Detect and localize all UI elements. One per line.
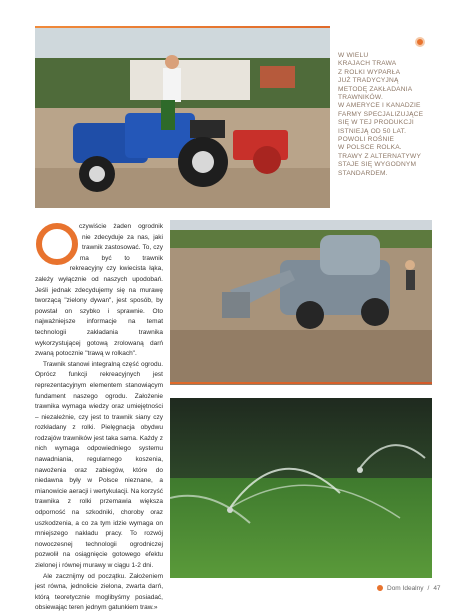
page-footer bbox=[377, 583, 447, 593]
caption-line: W POLSCE ROLKA. bbox=[338, 144, 402, 152]
paragraph-3: Ale zacznijmy od początku. Założeniem jest równa, jednolicie zielona, zwarta darń, którą teoretycznie moglibyśmy posiadać, obsiewając teren jednym gatunkiem traw.» bbox=[35, 572, 163, 612]
caption-line: STANDARDEM. bbox=[338, 169, 388, 177]
dropcap-o bbox=[35, 222, 79, 266]
photo-loader-machine bbox=[170, 220, 432, 385]
sprinkler-illustration bbox=[170, 398, 432, 578]
middle-accent-rule bbox=[170, 382, 432, 384]
caption-line: W WIELU bbox=[338, 52, 369, 59]
caption-line: SIĘ W TEJ PRODUKCJI bbox=[338, 119, 414, 127]
paragraph-1: czywiście żaden ogrodnik nie zdecyduje za nas, jaki trawnik zastosować. To, czy ma być to trawnik rekreacyjny czy kwiecista łąka, zależy wyłącznie od naszych upodobań. Jeśli jednak zdecydujemy się na murawę tworzącą "zielony dywan", jest sposób, by powstał on szybko i sprawnie. Oto najważniejsze informacje na temat technologii zakładania trawnika wykorzystującej gotową zrolowaną darń zwaną potocznie "trawą w rolkach". bbox=[35, 223, 163, 358]
caption-line: POWOLI ROŚNIE bbox=[338, 136, 395, 144]
page-number: 47 bbox=[433, 584, 441, 592]
caption-line: STAJE SIĘ WYGODNYM bbox=[338, 161, 417, 169]
caption-line: METODĘ ZAKŁADANIA bbox=[338, 85, 413, 93]
footer-dot-icon bbox=[377, 585, 383, 591]
photo-tractor-tilling bbox=[35, 28, 330, 208]
caption-line: KRAJACH TRAWA bbox=[338, 60, 397, 68]
caption-line: FARMY SPECJALIZUJĄCE bbox=[338, 110, 424, 118]
caption-line: Z ROLKI WYPARŁA bbox=[338, 68, 401, 76]
orange-dot-icon bbox=[415, 37, 425, 47]
caption-line: TRAWY Z ALTERNATYWY bbox=[338, 152, 422, 160]
caption-line: TRAWNIKÓW. bbox=[338, 94, 383, 102]
photo-caption bbox=[338, 52, 433, 178]
paragraph-2: Trawnik stanowi integralną część ogrodu. Oprócz funkcji rekreacyjnych jest reprezentacyjnym elementem stanowiącym fundament naszego ogrodu. Założenie trawnika wymaga wiedzy oraz umiejętności – niezależnie, czy jest to trawnik siany czy rozkładany z rolki. Pielęgnacja obydwu rodzajów trawników jest taka sama. Każdy z nich wymaga odpowiedniego systemu nawadniania, regularnego koszenia, nawożenia oraz zabiegów, które do niedawna były w Polsce nieznane, a mianowicie aeracji i wertykulacji. Na korzyść trawnika z rolki przemawia większa odporność na szkodniki, choroby oraz uszkodzenia, a co za tym idzie wymaga on mniejszego nakładu pracy. To rozwój nowoczesnej technologii ogrodniczej pozwolił na osiągnięcie gotowego efektu zielonej i równej murawy w ciągu 1-2 dni. bbox=[35, 360, 163, 569]
caption-line: W AMERYCE I KANADZIE bbox=[338, 102, 421, 110]
caption-line: ISTNIEJĄ OD 50 LAT. bbox=[338, 127, 407, 135]
tractor-illustration bbox=[35, 28, 330, 208]
loader-illustration bbox=[170, 220, 432, 385]
magazine-name: Dom Idealny bbox=[387, 584, 424, 592]
dropcap-letter: O bbox=[56, 250, 58, 251]
article-body bbox=[35, 222, 163, 614]
caption-line: JUŻ TRADYCYJNĄ bbox=[338, 77, 399, 85]
footer-separator: / bbox=[427, 584, 430, 592]
photo-lawn-sprinklers bbox=[170, 398, 432, 578]
dropcap-ring bbox=[39, 226, 75, 262]
